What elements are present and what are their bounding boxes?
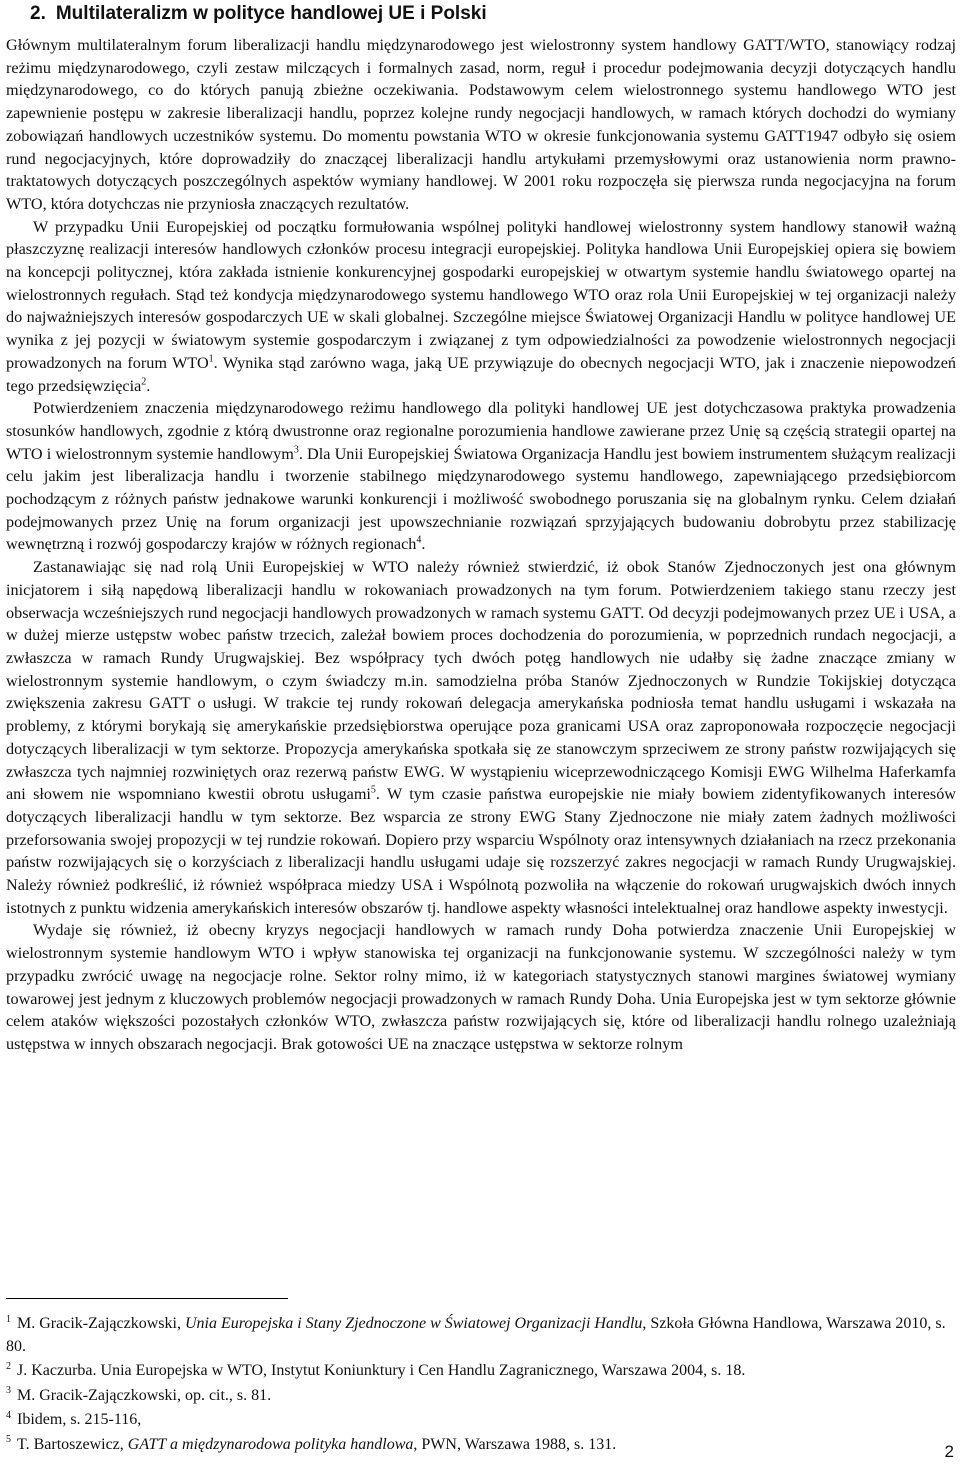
footnote-mark: 3 — [6, 1385, 11, 1397]
footnote-ref[interactable]: 4 — [416, 535, 422, 547]
footnote: $^3$ M. Gracik-Zajączkowski, op. cit., s. 81. — [6, 1385, 272, 1404]
footnote-mark: 2 — [6, 1360, 11, 1372]
footnote-ref[interactable]: 2 — [141, 376, 147, 388]
page-number: 2 — [944, 1442, 954, 1461]
footnote-mark: 5 — [6, 1434, 11, 1446]
footnote-list — [6, 1313, 956, 1456]
footnote: $^4$ Ibidem, s. 215-116, — [6, 1409, 142, 1428]
footnote: $^2$ J. Kaczurba. Unia Europejska w WTO, Instytut Koniunktury i Cen Handlu Zagranicznego, Warszawa 2004, s. 18. — [6, 1360, 746, 1379]
footnote-mark: 4 — [6, 1409, 11, 1421]
paragraph: W przypadku Unii Europejskiej od początku formułowania wspólnej polityki handlowej wielostronny system handlowy stanowił ważną płaszczyznę realizacji interesów handlowych członków procesu integracji europejskiej. Polityka handlowa Unii Europejskiej opiera się bowiem na koncepcji politycznej, która zakłada istnienie konkurencyjnej gospodarki europejskiej w otwartym systemie handlu światowego opartej na wielostronnych regułach. Stąd też kondycja międzynarodowego systemu handlowego WTO oraz rola Unii Europejskiej w tej organizacji należy do najważniejszych interesów gospodarczych UE w skali globalnej. Szczególne miejsce Światowej Organizacji Handlu w polityce handlowej UE wynika z jej pozycji w światowym systemie gospodarczym i związanej z tym odpowiedzialności za powodzenie wielostronnych negocjacji prowadzonych na forum WTO$^1$. Wynika stąd zarówno waga, jaką UE przywiązuje do obecnych negocjacji WTO, jak i znaczenie niepowodzeń tego przedsięwzięcia$^2$. — [6, 217, 956, 395]
paragraph: Zastanawiając się nad rolą Unii Europejskiej w WTO należy również stwierdzić, iż obok Stanów Zjednoczonych jest ona głównym inicjatorem i siłą napędową liberalizacji handlu w rokowaniach prowadzonych na tym forum. Potwierdzeniem takiego stanu rzeczy jest obserwacja wcześniejszych rund negocjacji handlowych prowadzonych w ramach systemu GATT. Od decyzji podejmowanych przez UE i USA, a w dużej mierze ustępstw wobec państw trzecich, zależał bowiem proces dochodzenia do porozumienia, w poprzednich rundach negocjacji, a zwłaszcza w ramach Rundy Urugwajskiej. Bez współpracy tych dwóch potęg handlowych nie udałby się żadne znaczące zmiany w wielostronnym systemie handlowym, o czym świadczy m.in. samodzielna próba Stanów Zjednoczonych w Rundzie Tokijskiej dotycząca zwiększenia zakresu GATT o usługi. W trakcie tej rundy rokowań delegacja amerykańska podniosła temat handlu usługami i wskazała na problemy, z którymi borykają się amerykańskie przedsiębiorstwa operujące poza granicami USA oraz zaproponowała rozpoczęcie negocjacji dotyczących liberalizacji w tym sektorze. Propozycja amerykańska spotkała się ze stanowczym sprzeciwem ze strony państw rozwijających się zwłaszcza tych najmniej rozwiniętych oraz rezerwą państw EWG. W wystąpieniu wiceprzewodniczącego Komisji EWG Wilhelma Haferkamfa ani słowem nie wspomniano kwestii obrotu usługami$^5$. W tym czasie państwa europejskie nie miały bowiem zidentyfikowanych interesów dotyczących liberalizacji handlu w tym sektorze. Bez wsparcia ze strony EWG Stany Zjednoczone nie miały zatem żadnych możliwości przeforsowania swojej propozycji w tej rundzie rokowań. Dopiero przy wsparciu Wspólnoty oraz intensywnych działaniach na rzecz przekonania państw rozwijających się o korzyściach z liberalizacji handlu usługami udaje się rozszerzyć zakres negocjacji w ramach Rundy Urugwajskiej. Należy również podkreślić, iż również współpraca miedzy USA i Wspólnotą pozwoliła na włączenie do rokowań urugwajskich dwóch innych istotnych z punktu widzenia amerykańskich interesów obszarów tj. handlowe aspekty własności intelektualnej oraz handlowe aspekty inwestycji. — [6, 558, 956, 917]
section-number: 2. — [30, 3, 46, 24]
footnote-title: GATT a międzynarodowa polityka handlowa — [127, 1435, 414, 1453]
footnote-ref[interactable]: 1 — [208, 353, 214, 365]
footnote-separator — [6, 1298, 288, 1299]
footnote: $^5$ T. Bartoszewicz, GATT a międzynarodowa polityka handlowa, PWN, Warszawa 1988, s. 131. — [6, 1434, 617, 1453]
body-text — [6, 34, 956, 1056]
paragraph: Wydaje się również, iż obecny kryzys negocjacji handlowych w ramach rundy Doha potwierdza znaczenie Unii Europejskiej w wielostronnym systemie handlowym WTO i wpływ stanowiska tej organizacji na funkcjonowanie systemu. W szczególności należy w tym przypadku zwrócić uwagę na negocjacje rolne. Sektor rolny mimo, iż w kategoriach statystycznych stanowi margines światowej wymiany towarowej jest jednym z kluczowych problemów negocjacji prowadzonych w ramach Rundy Doha. Unia Europejska jest w tym sektorze głównie celem ataków większości pozostałych członków WTO, zwłaszcza państw rozwijających się, które od liberalizacji handlu rolnego uzależniają ustępstwa w innych obszarach negocjacji. Brak gotowości UE na znaczące ustępstwa w sektorze rolnym — [6, 921, 956, 1053]
document-page — [6, 0, 956, 1056]
paragraph: Głównym multilateralnym forum liberalizacji handlu międzynarodowego jest wielostronny system handlowy GATT/WTO, stanowiący rodzaj reżimu międzynarodowego, czyli zestaw milczących i formalnych zasad, norm, reguł i procedur podejmowania decyzji dotyczących handlu międzynarodowego, co do których panują zbieżne oczekiwania. Podstawowym celem wielostronnego systemu handlowego WTO jest zapewnienie postępu w zakresie liberalizacji handlu, poprzez kolejne rundy negocjacji handlowych, w ramach których dochodzi do wymiany zobowiązań handlowych uczestników systemu. Do momentu powstania WTO w okresie funkcjonowania systemu GATT1947 odbyło się osiem rund negocjacyjnych, które doprowadziły do znaczącej liberalizacji handlu artykułami przemysłowymi oraz ustanowienia norm prawno-traktatowych dotyczących poszczególnych aspektów wymiany handlowej. W 2001 roku rozpoczęła się pierwsza runda negocjacyjna na forum WTO, która dotychczas nie przyniosła znaczących rezultatów. — [6, 36, 956, 213]
footnote-ref[interactable]: 3 — [293, 444, 299, 456]
footnote-title: Unia Europejska i Stany Zjednoczone w Światowej Organizacji Handlu — [184, 1315, 643, 1332]
section-title: Multilateralizm w polityce handlowej UE i Polski — [55, 3, 487, 24]
footnote-mark: 1 — [6, 1313, 11, 1325]
footnotes — [6, 1298, 956, 1458]
footnote-ref[interactable]: 5 — [370, 784, 376, 796]
paragraph: Potwierdzeniem znaczenia międzynarodowego reżimu handlowego dla polityki handlowej UE jest dotychczasowa praktyka prowadzenia stosunków handlowych, zgodnie z którą dwustronne oraz regionalne porozumienia handlowe zawierane przez Unię są częścią strategii opartej na WTO i wielostronnym systemie handlowym$^3$. Dla Unii Europejskiej Światowa Organizacja Handlu jest bowiem instrumentem służącym realizacji celu jakim jest liberalizacja handlu i tworzenie stabilnego międzynarodowego systemu handlowego, zapewniającego przedsiębiorcom pochodzącym z różnych państw jednakowe warunki konkurencji i możliwość swobodnego poruszania się na globalnym rynku. Celem działań podejmowanych przez Unię na forum organizacji jest upowszechnianie rozwiązań sprzyjających budowaniu dobrobytu przez stabilizację wewnętrzną i rozwój gospodarczy krajów w różnych regionach$^4$. — [6, 399, 956, 554]
footnote: $^1$ M. Gracik-Zajączkowski, Unia Europejska i Stany Zjednoczone w Światowej Organizacji Handlu, Szkoła Główna Handlowa, Warszawa 2010, s. 80. — [6, 1313, 946, 1355]
section-heading — [30, 2, 956, 26]
